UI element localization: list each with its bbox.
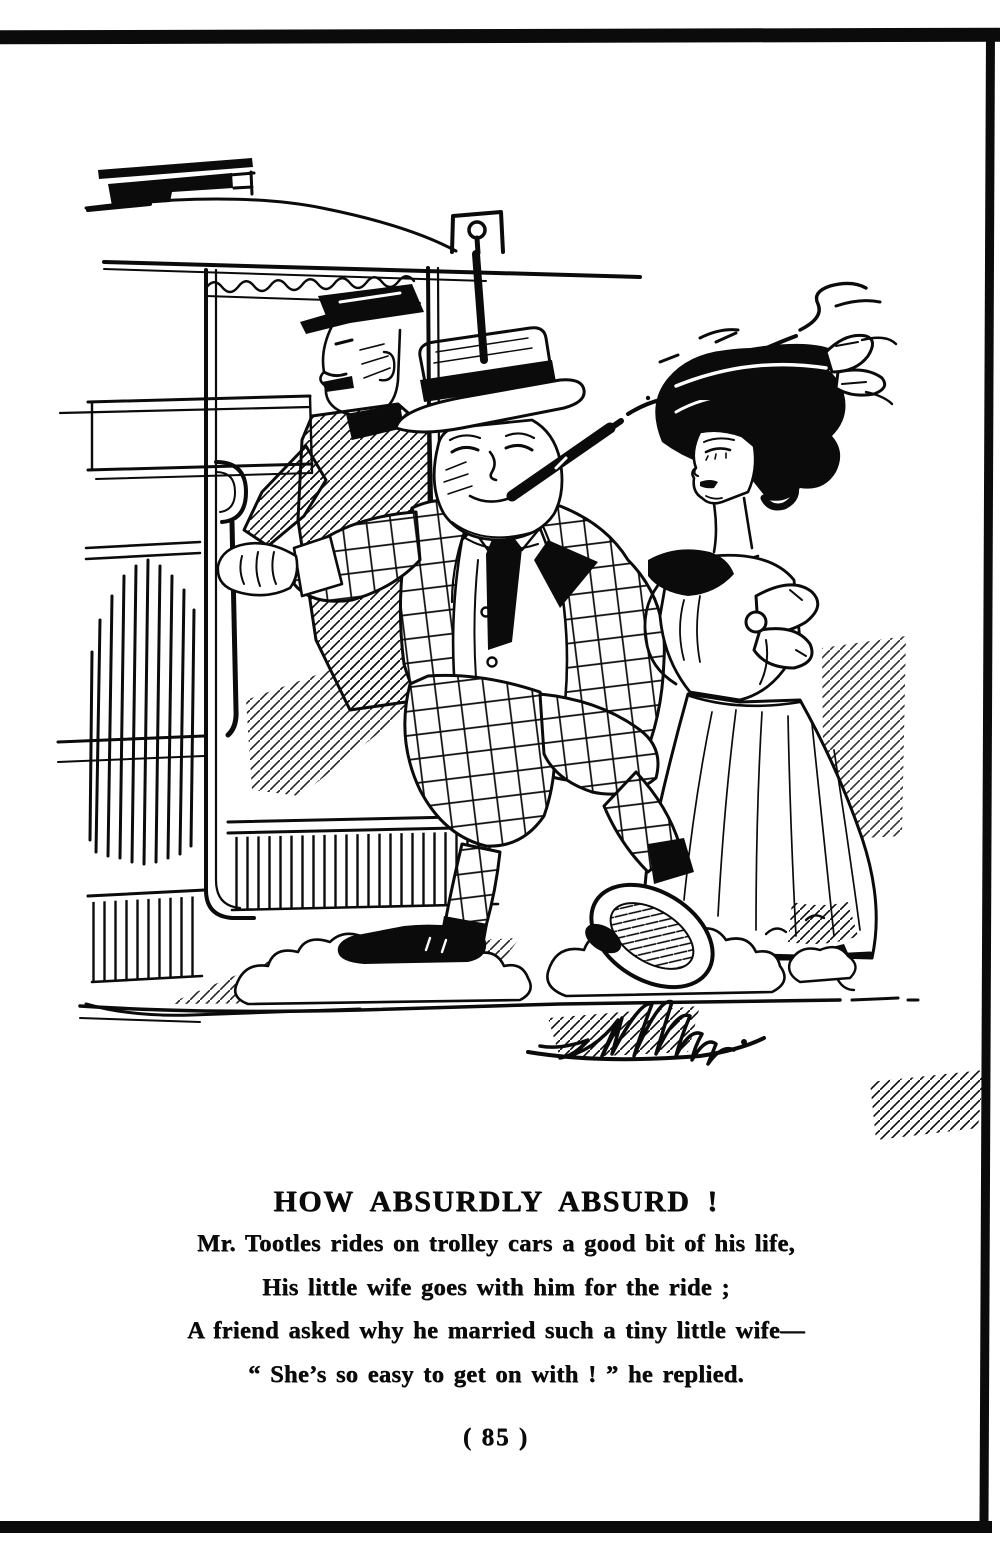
verse-line: “ She’s so easy to get on with ! ” he replied.: [248, 1360, 744, 1388]
shading-hatch: [246, 648, 420, 796]
page-border-bottom: [0, 1521, 992, 1533]
caption-verse: [0, 1222, 992, 1396]
verse-line: Mr. Tootles rides on trolley cars a good bit of his life,: [197, 1230, 795, 1257]
page-border-top: [0, 28, 1000, 45]
page-number: ( 85 ): [462, 1424, 530, 1451]
cartoon-title: HOW ABSURDLY ABSURD !: [273, 1185, 719, 1218]
verse-line: His little wife goes with him for the ride ;: [262, 1273, 730, 1301]
cartoon-illustration: [0, 140, 1000, 1150]
verse-line: A friend asked why he married such a tiny little wife—: [187, 1317, 805, 1344]
